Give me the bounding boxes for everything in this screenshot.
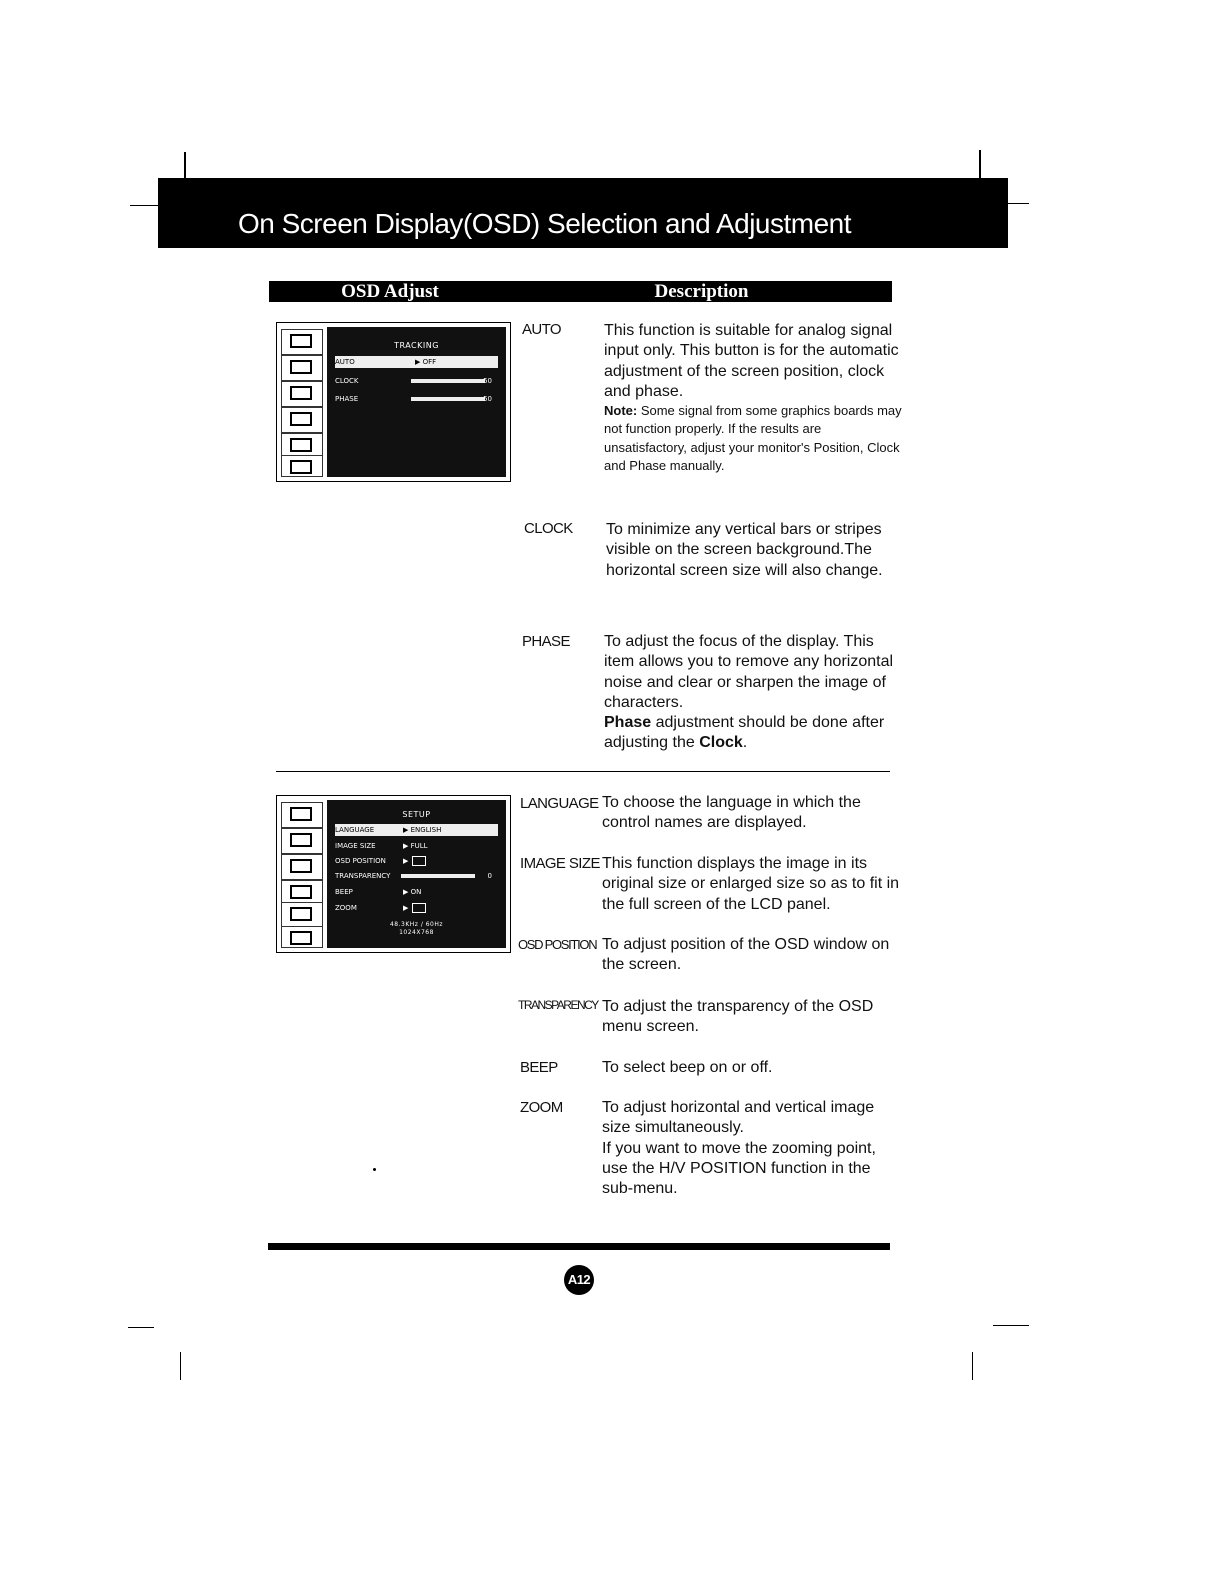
note-label: Note:: [604, 403, 638, 419]
term-clock: CLOCK: [524, 520, 573, 537]
phase-bold: Phase: [604, 714, 652, 732]
osd-title: SETUP: [402, 810, 431, 819]
osd-row-value: ▶ ENGLISH: [403, 826, 442, 834]
osd-row-value-text: ON: [410, 888, 422, 896]
desc-phase: [604, 632, 904, 754]
crop-mark: [979, 150, 981, 180]
desc-zoom-text: To adjust horizontal and vertical image size simultaneously.: [602, 1099, 875, 1137]
osd-row-value: ▶ OFF: [415, 358, 437, 366]
osd-row-value-text: ENGLISH: [410, 826, 442, 834]
crop-mark: [972, 1352, 973, 1380]
tracking-osd-image: [276, 322, 511, 482]
rgb-icon: [281, 355, 323, 381]
desc-auto-note: [604, 402, 904, 475]
rgb-icon: [281, 828, 323, 854]
setup-osd-image: [276, 795, 511, 953]
osd-row-label: OSD POSITION: [335, 857, 386, 865]
crop-mark: [128, 1327, 154, 1328]
crop-mark: [180, 1352, 181, 1380]
osd-row-zoom: [335, 902, 498, 914]
desc-transparency: To adjust the transparency of the OSD menu screen.: [602, 998, 874, 1036]
term-transparency: TRANSPARENCY: [518, 998, 598, 1012]
desc-beep: To select beep on or off.: [602, 1059, 773, 1076]
desc-zoom-text-2: If you want to move the zooming point, use the H/V POSITION function in the sub-menu.: [602, 1139, 876, 1198]
osd-row-auto: [335, 356, 498, 368]
column-header-osd-adjust: OSD Adjust: [269, 281, 511, 302]
phase-text-mid: adjustment should be done after adjusting the: [604, 714, 885, 752]
section-divider: [276, 771, 890, 772]
term-language: LANGUAGE: [520, 795, 599, 812]
osd-row-label: CLOCK: [335, 377, 359, 385]
osd-row-value: ▶ FULL: [403, 842, 428, 850]
osd-row-image-size: [335, 840, 498, 852]
input-icon: [281, 455, 323, 477]
term-image-size: IMAGE SIZE: [520, 855, 600, 872]
osd-row-value: 50: [483, 377, 492, 385]
desc-phase-text: To adjust the focus of the display. This item allows you to remove any horizontal noise and clear or sharpen the image of characters.: [604, 633, 894, 711]
footer-rule: [268, 1243, 890, 1250]
desc-auto-text: This function is suitable for analog signal input only. This button is for the automatic adjustment of the screen position, clock and phase.: [604, 322, 899, 400]
position-icon: [281, 854, 323, 880]
picture-icon: [281, 329, 323, 355]
osd-row-label: BEEP: [335, 888, 353, 896]
picture-icon: [281, 802, 323, 828]
osd-resolution: 1024X768: [399, 929, 434, 936]
osd-slider-bar: [411, 397, 485, 401]
osd-row-label: PHASE: [335, 395, 359, 403]
osd-row-language: [335, 824, 498, 836]
osd-row-label: LANGUAGE: [335, 826, 375, 834]
osd-row-beep: [335, 886, 498, 898]
crop-mark: [1005, 203, 1029, 204]
osd-panel: [327, 800, 506, 948]
page-number-badge: A12: [564, 1265, 594, 1295]
phase-text-end: .: [742, 734, 748, 752]
setup-icon: [281, 902, 323, 928]
osd-freq: 48.3KHz / 60Hz: [389, 921, 444, 928]
term-phase: PHASE: [522, 633, 570, 650]
zoom-icon: [412, 903, 426, 913]
term-auto: AUTO: [522, 321, 561, 338]
desc-image-size: This function displays the image in its original size or enlarged size so as to fit in the full screen of the LCD panel.: [602, 855, 900, 913]
osd-row-label: AUTO: [335, 358, 355, 366]
position-icon: [281, 381, 323, 407]
clock-bold: Clock: [699, 734, 743, 752]
tracking-icon: [281, 407, 323, 433]
osd-row-value: ▶: [403, 902, 426, 914]
osd-row-label: ZOOM: [335, 904, 357, 912]
term-zoom: ZOOM: [520, 1099, 563, 1116]
osd-row-phase: [335, 393, 498, 405]
osd-row-transparency: [335, 870, 498, 882]
term-beep: BEEP: [520, 1059, 558, 1076]
desc-phase-note: [604, 713, 904, 754]
desc-auto: [604, 321, 904, 475]
desc-osd-position: To adjust position of the OSD window on the screen.: [602, 936, 890, 974]
osd-slider-bar: [401, 874, 475, 878]
osd-icon-column: [279, 798, 323, 950]
desc-clock: To minimize any vertical bars or stripes visible on the screen background.The horizontal screen size will also change.: [606, 521, 883, 579]
osd-row-osd-position: [335, 855, 498, 867]
note-text: Some signal from some graphics boards may not function properly. If the results are unsatisfactory, adjust your monitor's Position, Clock and Phase manually.: [604, 403, 902, 474]
osd-title: TRACKING: [394, 341, 439, 350]
osd-row-value: ▶ ON: [403, 888, 422, 896]
osd-position-icon: [412, 856, 426, 866]
osd-row-value: 0: [487, 872, 492, 880]
term-osd-position: OSD POSITION: [518, 937, 597, 952]
osd-panel: [327, 327, 506, 477]
speck: [373, 1168, 376, 1171]
column-header-description: Description: [511, 281, 892, 302]
crop-mark: [130, 205, 160, 206]
page-title: On Screen Display(OSD) Selection and Adjustment: [238, 208, 852, 239]
osd-slider-bar: [411, 379, 485, 383]
osd-row-value-text: FULL: [410, 842, 428, 850]
crop-mark: [993, 1325, 1029, 1326]
osd-row-value: 50: [483, 395, 492, 403]
osd-row-label: TRANSPARENCY: [335, 872, 391, 880]
title-bar: [158, 178, 1008, 248]
desc-zoom: [602, 1098, 902, 1199]
osd-row-value: ▶: [403, 855, 426, 867]
desc-language: To choose the language in which the control names are displayed.: [602, 794, 861, 832]
osd-row-value-text: OFF: [422, 358, 437, 366]
osd-row-clock: [335, 375, 498, 387]
input-icon: [281, 926, 323, 948]
osd-row-label: IMAGE SIZE: [335, 842, 376, 850]
osd-icon-column: [279, 325, 323, 479]
